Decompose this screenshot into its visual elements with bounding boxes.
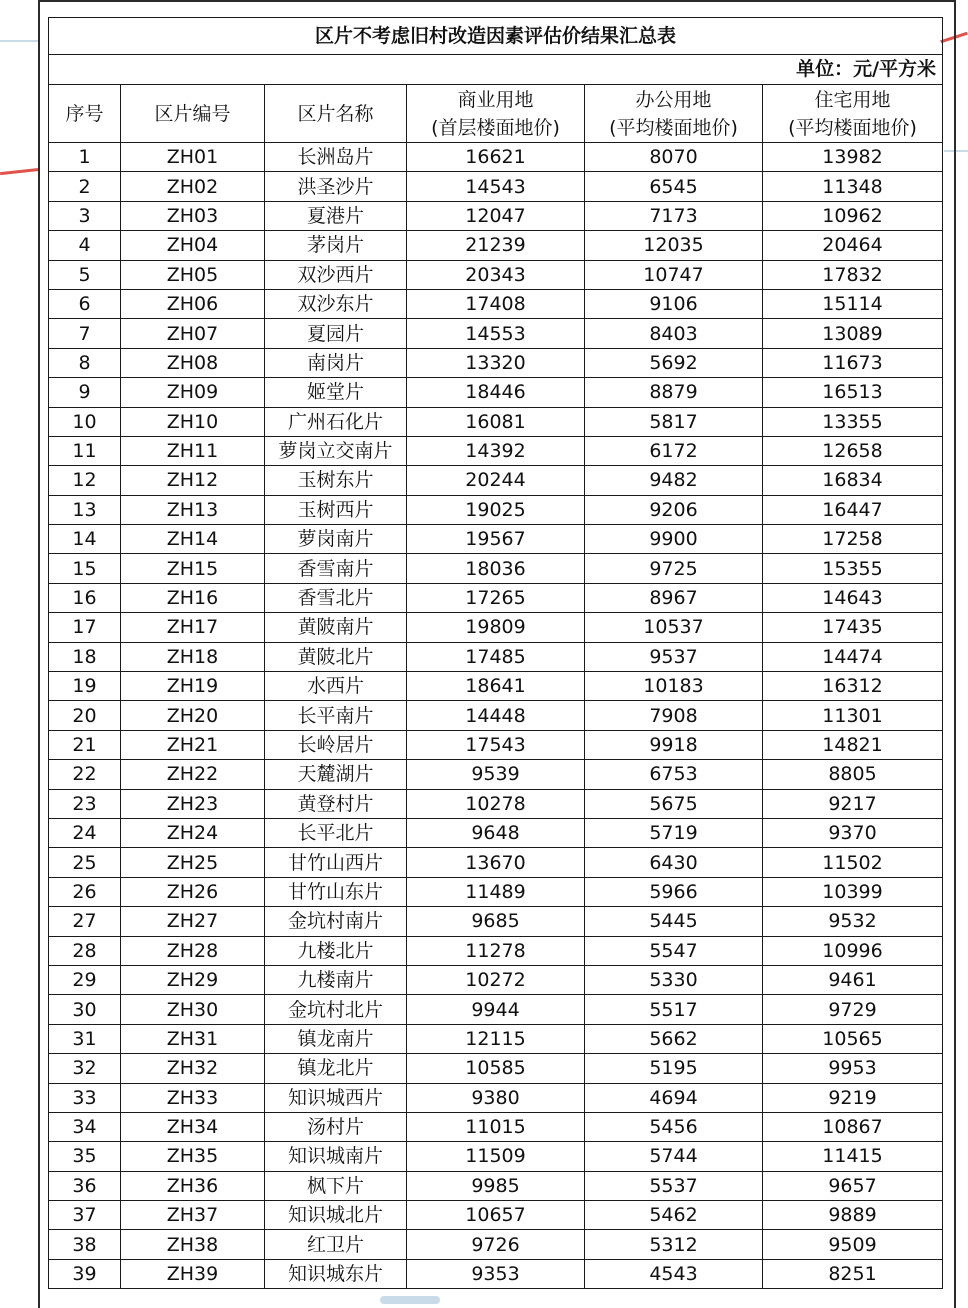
cell-office: 5195 [585,1054,763,1083]
cell-office: 5547 [585,936,763,965]
cell-code: ZH33 [121,1083,265,1112]
cell-office: 5456 [585,1112,763,1141]
cell-code: ZH04 [121,231,265,260]
cell-commercial: 9944 [407,995,585,1024]
cell-commercial: 14392 [407,436,585,465]
valuation-summary-table [48,17,943,1289]
cell-office: 6430 [585,848,763,877]
cell-residential: 9729 [763,995,943,1024]
cell-seq: 29 [49,965,121,994]
header-office [585,85,763,143]
map-background-line [0,40,38,42]
cell-code: ZH05 [121,260,265,289]
cell-code: ZH31 [121,1024,265,1053]
cell-code: ZH13 [121,495,265,524]
cell-office: 10537 [585,613,763,642]
cell-seq: 39 [49,1259,121,1288]
header-commercial-sub: (首层楼面地价) [431,116,560,139]
table-row [49,348,943,377]
cell-name: 夏园片 [265,319,407,348]
cell-residential: 9953 [763,1054,943,1083]
cell-commercial: 17543 [407,730,585,759]
cell-residential: 16447 [763,495,943,524]
table-title: 区片不考虑旧村改造因素评估价结果汇总表 [49,18,943,55]
table-row [49,730,943,759]
cell-office: 8879 [585,378,763,407]
cell-office: 5662 [585,1024,763,1053]
cell-residential: 11348 [763,172,943,201]
table-row [49,201,943,230]
cell-code: ZH32 [121,1054,265,1083]
cell-name: 玉树东片 [265,466,407,495]
cell-seq: 36 [49,1171,121,1200]
cell-office: 8070 [585,143,763,172]
table-row [49,965,943,994]
cell-name: 茅岗片 [265,231,407,260]
header-residential-main: 住宅用地 [814,88,891,111]
cell-office: 7908 [585,701,763,730]
cell-office: 5675 [585,789,763,818]
cell-seq: 37 [49,1201,121,1230]
cell-code: ZH15 [121,554,265,583]
unit-label: 单位：元/平方米 [49,55,943,85]
cell-code: ZH29 [121,965,265,994]
table-row [49,613,943,642]
cell-commercial: 16081 [407,407,585,436]
cell-code: ZH18 [121,642,265,671]
cell-office: 6545 [585,172,763,201]
cell-code: ZH38 [121,1230,265,1259]
cell-commercial: 19025 [407,495,585,524]
cell-residential: 13982 [763,143,943,172]
cell-commercial: 13670 [407,848,585,877]
cell-name: 长岭居片 [265,730,407,759]
cell-code: ZH19 [121,672,265,701]
table-row [49,319,943,348]
cell-office: 5744 [585,1142,763,1171]
cell-commercial: 12047 [407,201,585,230]
cell-seq: 20 [49,701,121,730]
cell-name: 水西片 [265,672,407,701]
cell-code: ZH01 [121,143,265,172]
cell-commercial: 10278 [407,789,585,818]
table-row [49,231,943,260]
cell-name: 姬堂片 [265,378,407,407]
cell-code: ZH02 [121,172,265,201]
table-row [49,436,943,465]
cell-commercial: 9353 [407,1259,585,1288]
cell-office: 8967 [585,583,763,612]
cell-residential: 11415 [763,1142,943,1171]
table-row [49,760,943,789]
table-row [49,995,943,1024]
table-row [49,818,943,847]
cell-name: 香雪北片 [265,583,407,612]
cell-seq: 1 [49,143,121,172]
cell-name: 洪圣沙片 [265,172,407,201]
cell-residential: 11673 [763,348,943,377]
cell-name: 金坑村北片 [265,995,407,1024]
cell-name: 萝岗南片 [265,525,407,554]
cell-code: ZH08 [121,348,265,377]
cell-office: 9482 [585,466,763,495]
cell-residential: 9217 [763,789,943,818]
table-row [49,1259,943,1288]
table-row [49,877,943,906]
table-row [49,1112,943,1141]
cell-residential: 10565 [763,1024,943,1053]
cell-code: ZH11 [121,436,265,465]
cell-name: 双沙西片 [265,260,407,289]
cell-office: 10183 [585,672,763,701]
cell-office: 6753 [585,760,763,789]
header-office-main: 办公用地 [635,88,712,111]
cell-code: ZH36 [121,1171,265,1200]
cell-seq: 11 [49,436,121,465]
cell-commercial: 21239 [407,231,585,260]
cell-residential: 16834 [763,466,943,495]
cell-commercial: 19567 [407,525,585,554]
cell-code: ZH17 [121,613,265,642]
cell-commercial: 14543 [407,172,585,201]
cell-seq: 24 [49,818,121,847]
cell-commercial: 17408 [407,289,585,318]
cell-residential: 9370 [763,818,943,847]
cell-commercial: 13320 [407,348,585,377]
cell-office: 5330 [585,965,763,994]
table-row [49,907,943,936]
table-row [49,1171,943,1200]
cell-name: 知识城南片 [265,1142,407,1171]
header-commercial [407,85,585,143]
cell-residential: 10996 [763,936,943,965]
table-row [49,1024,943,1053]
cell-code: ZH07 [121,319,265,348]
table-row [49,848,943,877]
header-seq: 序号 [49,85,121,143]
cell-code: ZH35 [121,1142,265,1171]
cell-seq: 13 [49,495,121,524]
cell-name: 香雪南片 [265,554,407,583]
table-row [49,407,943,436]
header-code: 区片编号 [121,85,265,143]
cell-commercial: 20244 [407,466,585,495]
cell-residential: 16513 [763,378,943,407]
cell-residential: 15355 [763,554,943,583]
cell-code: ZH12 [121,466,265,495]
cell-commercial: 9985 [407,1171,585,1200]
table-row [49,642,943,671]
cell-name: 枫下片 [265,1171,407,1200]
cell-name: 玉树西片 [265,495,407,524]
cell-residential: 17258 [763,525,943,554]
cell-name: 广州石化片 [265,407,407,436]
cell-name: 黄登村片 [265,789,407,818]
cell-office: 7173 [585,201,763,230]
cell-name: 知识城北片 [265,1201,407,1230]
header-residential [763,85,943,143]
cell-name: 南岗片 [265,348,407,377]
cell-seq: 18 [49,642,121,671]
cell-residential: 12658 [763,436,943,465]
cell-office: 5966 [585,877,763,906]
cell-seq: 7 [49,319,121,348]
cell-name: 黄陂南片 [265,613,407,642]
cell-commercial: 11278 [407,936,585,965]
cell-name: 长平北片 [265,818,407,847]
table-row [49,1230,943,1259]
cell-code: ZH10 [121,407,265,436]
cell-residential: 13355 [763,407,943,436]
cell-code: ZH24 [121,818,265,847]
cell-commercial: 10657 [407,1201,585,1230]
cell-name: 甘竹山西片 [265,848,407,877]
cell-code: ZH06 [121,289,265,318]
cell-residential: 14474 [763,642,943,671]
cell-seq: 4 [49,231,121,260]
cell-residential: 16312 [763,672,943,701]
cell-code: ZH25 [121,848,265,877]
cell-seq: 25 [49,848,121,877]
cell-seq: 19 [49,672,121,701]
cell-office: 12035 [585,231,763,260]
cell-residential: 17435 [763,613,943,642]
cell-seq: 35 [49,1142,121,1171]
cell-name: 汤村片 [265,1112,407,1141]
table-row [49,289,943,318]
cell-commercial: 9685 [407,907,585,936]
cell-office: 9725 [585,554,763,583]
cell-office: 9206 [585,495,763,524]
cell-code: ZH39 [121,1259,265,1288]
cell-code: ZH22 [121,760,265,789]
header-residential-sub: (平均楼面地价) [788,116,917,139]
cell-code: ZH30 [121,995,265,1024]
cell-seq: 26 [49,877,121,906]
cell-residential: 17832 [763,260,943,289]
table-row [49,554,943,583]
cell-office: 9537 [585,642,763,671]
cell-code: ZH27 [121,907,265,936]
cell-name: 长洲岛片 [265,143,407,172]
cell-residential: 14821 [763,730,943,759]
cell-office: 5517 [585,995,763,1024]
cell-commercial: 14448 [407,701,585,730]
cell-seq: 15 [49,554,121,583]
cell-seq: 10 [49,407,121,436]
cell-office: 5312 [585,1230,763,1259]
cell-residential: 9889 [763,1201,943,1230]
cell-residential: 10962 [763,201,943,230]
cell-seq: 22 [49,760,121,789]
cell-name: 九楼北片 [265,936,407,965]
table-row [49,1083,943,1112]
cell-seq: 27 [49,907,121,936]
cell-code: ZH34 [121,1112,265,1141]
cell-commercial: 18641 [407,672,585,701]
cell-name: 镇龙北片 [265,1054,407,1083]
cell-seq: 21 [49,730,121,759]
cell-residential: 9219 [763,1083,943,1112]
cell-commercial: 18036 [407,554,585,583]
table-row [49,525,943,554]
cell-seq: 28 [49,936,121,965]
cell-seq: 9 [49,378,121,407]
cell-code: ZH14 [121,525,265,554]
cell-name: 天麓湖片 [265,760,407,789]
cell-office: 10747 [585,260,763,289]
cell-commercial: 10585 [407,1054,585,1083]
cell-residential: 14643 [763,583,943,612]
cell-commercial: 17485 [407,642,585,671]
table-row [49,143,943,172]
map-background-road [0,168,40,175]
cell-code: ZH21 [121,730,265,759]
cell-commercial: 11489 [407,877,585,906]
table-row [49,466,943,495]
cell-seq: 16 [49,583,121,612]
cell-residential: 9532 [763,907,943,936]
header-commercial-main: 商业用地 [457,88,534,111]
cell-residential: 8805 [763,760,943,789]
cell-name: 知识城西片 [265,1083,407,1112]
cell-residential: 9461 [763,965,943,994]
cell-name: 夏港片 [265,201,407,230]
cell-commercial: 10272 [407,965,585,994]
cell-seq: 31 [49,1024,121,1053]
cell-residential: 9509 [763,1230,943,1259]
cell-name: 镇龙南片 [265,1024,407,1053]
table-row [49,936,943,965]
cell-name: 九楼南片 [265,965,407,994]
cell-office: 6172 [585,436,763,465]
cell-residential: 13089 [763,319,943,348]
cell-seq: 34 [49,1112,121,1141]
cell-seq: 33 [49,1083,121,1112]
cell-office: 8403 [585,319,763,348]
cell-name: 甘竹山东片 [265,877,407,906]
cell-commercial: 9726 [407,1230,585,1259]
table-row [49,789,943,818]
table-row [49,172,943,201]
table-row [49,260,943,289]
table-row [49,701,943,730]
cell-commercial: 19809 [407,613,585,642]
cell-seq: 5 [49,260,121,289]
cell-commercial: 9648 [407,818,585,847]
cell-residential: 8251 [763,1259,943,1288]
cell-residential: 11502 [763,848,943,877]
cell-residential: 10399 [763,877,943,906]
cell-commercial: 16621 [407,143,585,172]
table-row [49,1142,943,1171]
table-row [49,583,943,612]
cell-office: 5817 [585,407,763,436]
cell-office: 4694 [585,1083,763,1112]
cell-office: 9900 [585,525,763,554]
cell-commercial: 14553 [407,319,585,348]
cell-office: 5445 [585,907,763,936]
cell-office: 5537 [585,1171,763,1200]
table-row [49,1054,943,1083]
cell-code: ZH20 [121,701,265,730]
cell-residential: 20464 [763,231,943,260]
cell-code: ZH28 [121,936,265,965]
cell-office: 9918 [585,730,763,759]
cell-name: 萝岗立交南片 [265,436,407,465]
cell-residential: 11301 [763,701,943,730]
cell-name: 黄陂北片 [265,642,407,671]
cell-code: ZH37 [121,1201,265,1230]
cell-name: 知识城东片 [265,1259,407,1288]
cell-commercial: 9380 [407,1083,585,1112]
cell-office: 5462 [585,1201,763,1230]
header-name: 区片名称 [265,85,407,143]
cell-commercial: 20343 [407,260,585,289]
table-row [49,1201,943,1230]
cell-commercial: 18446 [407,378,585,407]
cell-seq: 32 [49,1054,121,1083]
cell-name: 红卫片 [265,1230,407,1259]
cell-seq: 8 [49,348,121,377]
cell-seq: 38 [49,1230,121,1259]
cell-office: 9106 [585,289,763,318]
cell-name: 双沙东片 [265,289,407,318]
cell-commercial: 17265 [407,583,585,612]
cell-commercial: 9539 [407,760,585,789]
cell-seq: 2 [49,172,121,201]
cell-seq: 23 [49,789,121,818]
cell-code: ZH03 [121,201,265,230]
cell-name: 金坑村南片 [265,907,407,936]
cell-code: ZH26 [121,877,265,906]
cell-residential: 15114 [763,289,943,318]
cell-code: ZH23 [121,789,265,818]
cell-seq: 14 [49,525,121,554]
cell-office: 4543 [585,1259,763,1288]
cell-seq: 6 [49,289,121,318]
cell-code: ZH16 [121,583,265,612]
cell-residential: 10867 [763,1112,943,1141]
cell-seq: 3 [49,201,121,230]
cell-seq: 30 [49,995,121,1024]
cell-commercial: 12115 [407,1024,585,1053]
cell-seq: 12 [49,466,121,495]
cell-seq: 17 [49,613,121,642]
cell-office: 5719 [585,818,763,847]
table-row [49,672,943,701]
cell-commercial: 11015 [407,1112,585,1141]
cell-name: 长平南片 [265,701,407,730]
header-office-sub: (平均楼面地价) [609,116,738,139]
cell-office: 5692 [585,348,763,377]
cell-commercial: 11509 [407,1142,585,1171]
table-row [49,495,943,524]
cell-code: ZH09 [121,378,265,407]
cell-residential: 9657 [763,1171,943,1200]
table-row [49,378,943,407]
